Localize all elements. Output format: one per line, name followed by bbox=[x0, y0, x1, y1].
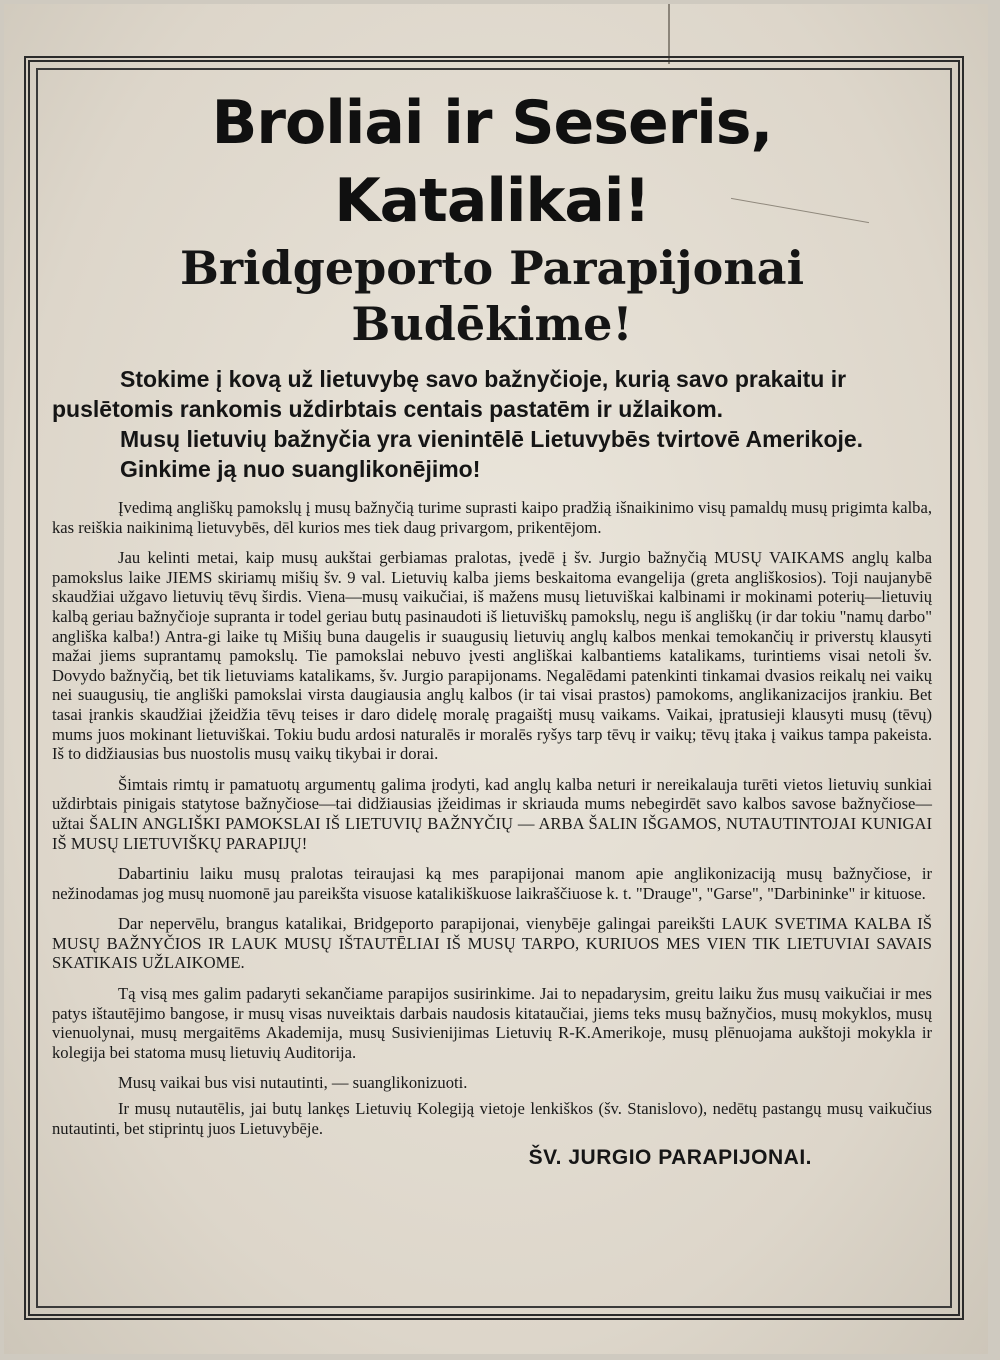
poster-content bbox=[52, 84, 932, 1304]
paragraph-3: Šimtais rimtų ir pamatuotų argumentų galima įrodyti, kad anglų kalba neturi ir nereikalauja turēti vietos lietuvių sunkiai uždirbtais pinigais statytose bažnyčiose—tai didžiausias įžeidimas ir skriauda mums nebegirdēt savo kalbos savose bažnyčiose—užtai ŠALIN ANGLIŠKI PAMOKSLAI IŠ LIETUVIŲ BAŽNYČIŲ — ARBA ŠALIN IŠGAMOS, NUTAUTINTOJAI KUNIGAI IŠ MUSŲ LIETUVIŠKŲ PARAPIJŲ! bbox=[52, 774, 932, 853]
body-text bbox=[52, 498, 932, 1138]
paragraph-1: Įvedimą angliškų pamokslų į musų bažnyčią turime suprasti kaipo pradžią išnaikinimo visų pamaldų musų prigimta kalba, kas reiškia naikinimą lietuvybēs, dēl kurios mes tiek daug privargom, prikentējom. bbox=[52, 498, 932, 537]
paragraph-4: Dabartiniu laiku musų pralotas teiraujasi ką mes parapijonai manom apie anglikonizaciją musų bažnyčiose, ir nežinodamas jog musų nuomonē jau pareikšta visuose katalikiškuose laikraščiuose k. t. "Drauge", "Garse", "Darbininke" ir kituose. bbox=[52, 864, 932, 903]
paper-fold bbox=[668, 4, 670, 64]
poster-title: Broliai ir Seseris, Katalikai! bbox=[211, 88, 773, 236]
headline-line-1: Stokime į kovą už lietuvybę savo bažnyčioje, kurią savo prakaitu ir bbox=[120, 366, 847, 392]
paragraph-8: Ir musų nutautēlis, jai butų lankęs Lietuvių Kolegiją vietoje lenkiškos (šv. Stanislovo), nedētų pastangų musų vaikučius nutautinti, bet stiprintų juos Lietuvybēje. bbox=[52, 1099, 932, 1138]
poster-subtitle-line1: Bridgeporto Parapijonai bbox=[179, 241, 805, 295]
paragraph-5: Dar nepervēlu, brangus katalikai, Bridgeporto parapijonai, vienybēje galingai pareikšti LAUK SVETIMA KALBA IŠ MUSŲ BAŽNYČIOS IR LAUK MUSŲ IŠTAUTĒLIAI IŠ MUSŲ TARPO, KURIUOS MES VIEN TIK LIETUVIAI SAVAIS SKATIKAIS UŽLAIKOME. bbox=[52, 914, 932, 973]
signature: ŠV. JURGIO PARAPIJONAI. bbox=[528, 1146, 812, 1170]
headline-block bbox=[52, 364, 932, 484]
paragraph-7: Musų vaikai bus visi nutautinti, — suanglikonizuoti. bbox=[118, 1073, 468, 1093]
paragraph-2: Jau kelinti metai, kaip musų aukštai gerbiamas pralotas, įvedē į šv. Jurgio bažnyčią MUSŲ VAIKAMS anglų kalba pamokslus laike JIEMS skiriamų mišių šv. 9 val. Lietuvių kalba jiems beskaitoma evangelija (greta angliškosios). Toji naujanybē skaudžiai užgavo lietuvių tēvų širdis. Viena—musų vaikučiai, iš mažens musų lietuviškai kalbinami ir mokinami poterių—lietuvių kalbą geriau bažnyčioje supranta ir todel geriau butų pasinaudoti iš lietuviškų pamokslų, negu iš angliškų (ir dar tokiu "namų darbo" angliška kalba!) Antra-gi laike tų Mišių buna daugelis ir suaugusių lietuvių anglų kalbos menkai temokančių ir priverstų klausyti mažai jiems suprantamų pamokslų. Tie pamokslai nebuvo įvesti angliškai kalbantiems katalikams, turintiems visai netoli šv. Dovydo bažnyčią, bet tik lietuviams katalikams, šv. Jurgio parapijonams. Negalēdami patenkinti tinkamai dvasios reikalų nei vaikų nei suaugusių, tie angliški pamokslai virsta daugiausia anglų kalbos (ir tai visai prastos) pamokoms, anglikanizacijos įrankiu. Bet tasai įrankis skaudžiai įžeidžia tēvų teises ir daro didelę moralę pragaištį musų vaikams. Vaikai, įpratusieji klausyti musų (tēvų) mums juos mokinant lietuviškai. Tokiu budu ardosi naturalēs ir moralēs ryšys tarp tēvų ir vaikų; tēvų įtaka į vaikus tampa pakeista. Iš to didžiausias bus nuostolis musų vaikų tikybai ir dorai. bbox=[52, 548, 932, 764]
paragraph-6: Tą visą mes galim padaryti sekančiame parapijos susirinkime. Jai to nepadarysim, greitu laiku žus musų vaikučiai ir mes patys ištautējimo bangose, ir musų visas nuveiktais darbais naudosis kitataučiai, jiems teks musų bažnyčios, musų mokyklos, musų vienuolynai, musų mergaitēms Akademija, musų Susivienijimas Lietuvių R-K.Amerikoje, musų plēnuojama aukštoji mokykla ir kolegija bei statoma musų lietuvių Auditorija. bbox=[52, 984, 932, 1062]
headline-line-2: puslētomis rankomis uždirbtais centais pastatēm ir užlaikom. bbox=[52, 396, 724, 422]
headline-line-3: Musų lietuvių bažnyčia yra vienintēlē Lietuvybēs tvirtovē Amerikoje. bbox=[120, 426, 864, 452]
poster-subtitle-line2: Budēkime! bbox=[351, 297, 633, 351]
headline-line-4: Ginkime ją nuo suanglikonējimo! bbox=[120, 456, 481, 482]
